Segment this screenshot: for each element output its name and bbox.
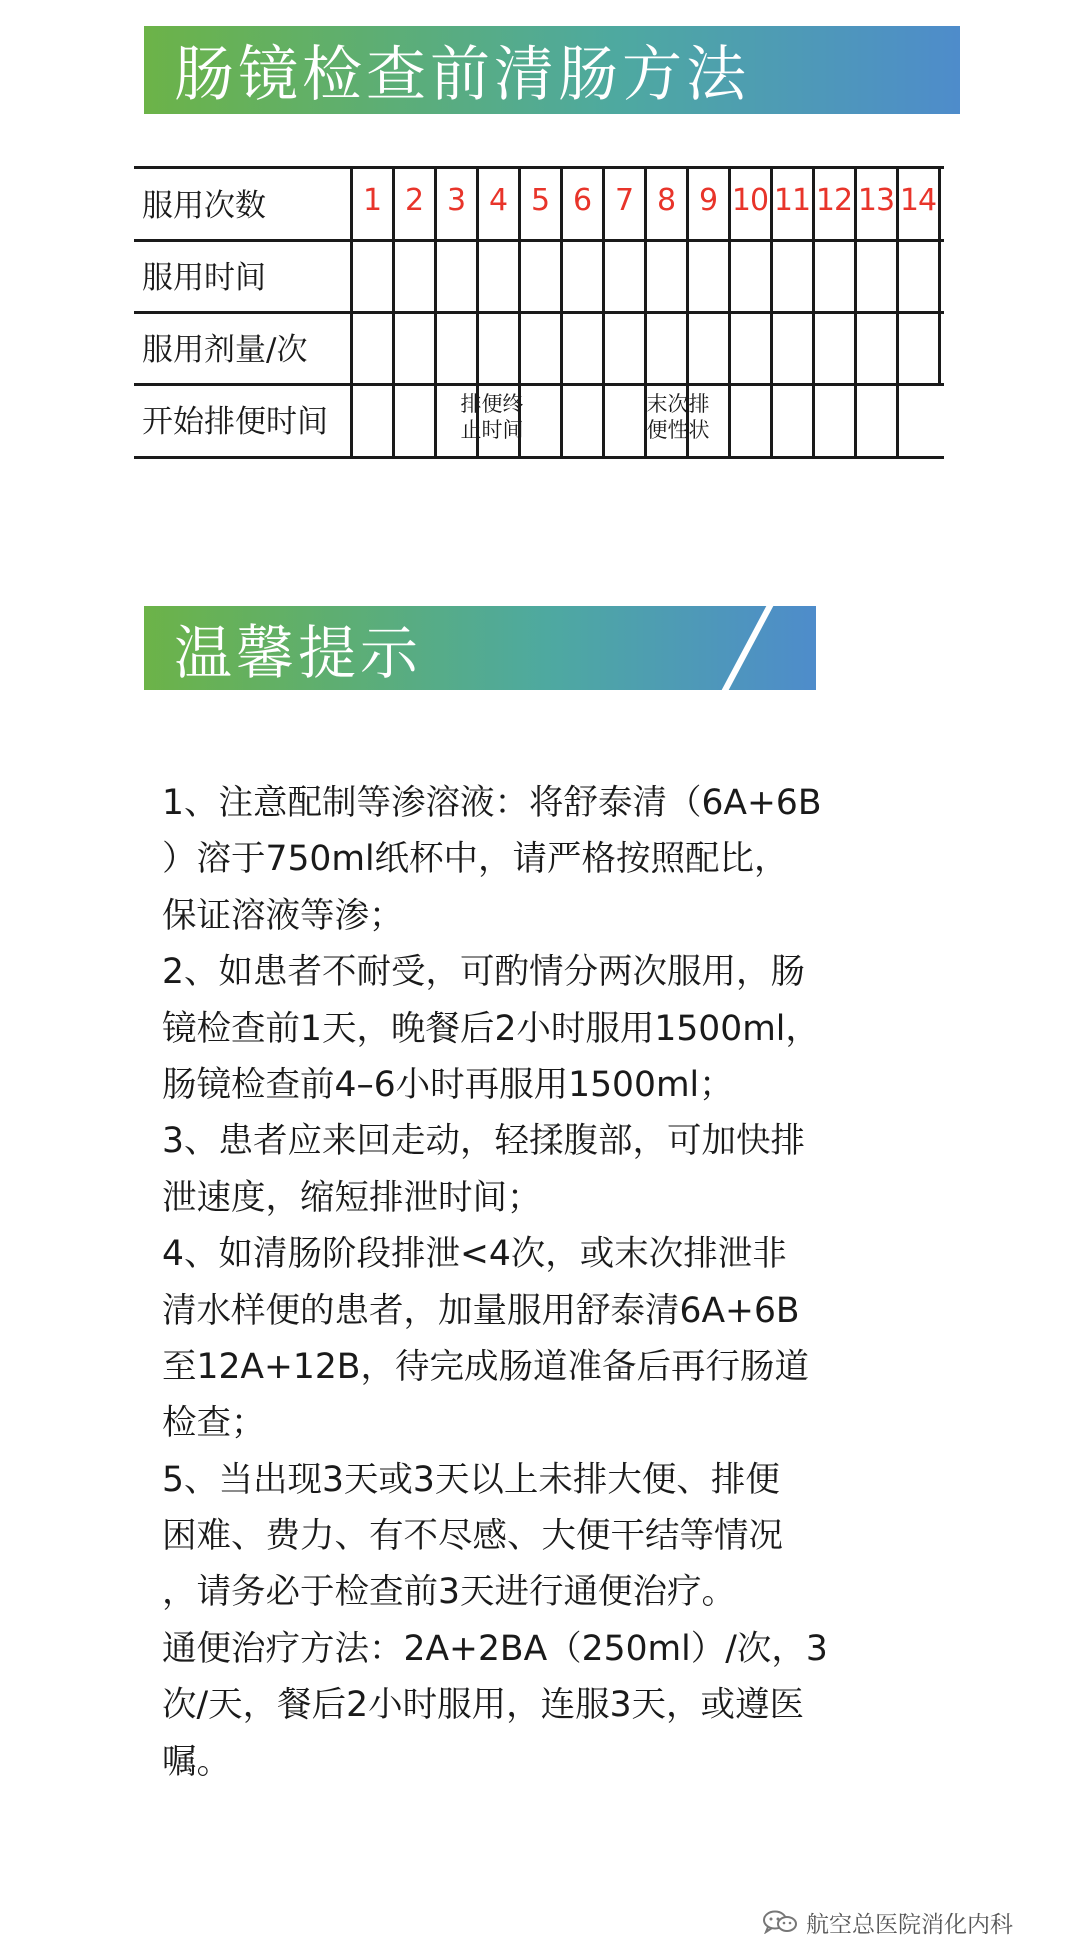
- dose-number-cell: 5: [530, 183, 550, 218]
- end-time-note-line: 止时间: [460, 418, 524, 442]
- tips-line: 困难、费力、有不尽感、大便干结等情况: [162, 1516, 783, 1557]
- tips-line: 泄速度，缩短排泄时间；: [162, 1177, 542, 1218]
- footer-attribution: [762, 1908, 1013, 1936]
- dose-number-cell: 6: [572, 183, 592, 218]
- table-row-divider: [134, 239, 944, 242]
- tips-line: 2、如患者不耐受，可酌情分两次服用，肠: [162, 952, 805, 993]
- dose-number-cell: 2: [404, 183, 424, 218]
- section-title-prep: 肠镜检查前清肠方法: [174, 40, 750, 110]
- table-row-divider: [134, 456, 944, 459]
- tips-line: 5、当出现3天或3天以上未排大便、排便: [162, 1459, 780, 1500]
- dose-number-cell: 9: [698, 183, 718, 218]
- tips-body: [162, 775, 932, 1790]
- last-stool-note: [638, 391, 718, 443]
- row-label-time: 服用时间: [142, 260, 266, 296]
- dose-number-cell: 13: [857, 183, 895, 218]
- tips-line: 3、患者应来回走动，轻揉腹部，可加快排: [162, 1121, 805, 1162]
- row-label-dose: 服用剂量/次: [142, 332, 308, 368]
- dose-number-cell: 12: [815, 183, 853, 218]
- row-label-start-time: 开始排便时间: [142, 404, 328, 440]
- tips-line: 次/天，餐后2小时服用，连服3天，或遵医: [162, 1685, 805, 1726]
- tips-line: 保证溶液等渗；: [162, 895, 404, 936]
- tips-line: ）溶于750ml纸杯中，请严格按照配比，: [162, 839, 789, 880]
- tips-line: 检查；: [162, 1403, 266, 1444]
- tips-line: 清水样便的患者，加量服用舒泰清6A+6B: [162, 1290, 800, 1331]
- tips-line: 至12A+12B，待完成肠道准备后再行肠道: [162, 1346, 809, 1387]
- last-stool-note-line: 便性状: [646, 418, 710, 442]
- end-time-note-line: 排便终: [460, 392, 524, 416]
- section-title-tips: 温馨提示: [174, 619, 423, 687]
- tips-line: 嘱。: [162, 1741, 231, 1782]
- dose-number-cell: 1: [362, 183, 382, 218]
- last-stool-note-line: 末次排: [646, 392, 710, 416]
- table-row-divider: [134, 383, 944, 386]
- dose-number-cell: 11: [773, 183, 811, 218]
- dose-number-cell: 14: [899, 183, 937, 218]
- dose-number-cell: 8: [656, 183, 676, 218]
- dose-number-cell: 4: [488, 183, 508, 218]
- dosing-schedule-table: [134, 166, 944, 459]
- section-banner-prep: [144, 26, 960, 114]
- table-row-divider: [134, 311, 944, 314]
- tips-line: 肠镜检查前4–6小时再服用1500ml；: [162, 1064, 734, 1105]
- tips-line: ，请务必于检查前3天进行通便治疗。: [162, 1572, 736, 1613]
- tips-line: 1、注意配制等渗溶液：将舒泰清（6A+6B: [162, 783, 822, 823]
- tips-line: 通便治疗方法：2A+2BA（250ml）/次，3: [162, 1628, 828, 1669]
- tips-line: 4、如清肠阶段排泄<4次，或末次排泄非: [162, 1234, 787, 1275]
- section-banner-tips: [144, 606, 816, 690]
- dose-number-cell: 7: [614, 183, 634, 218]
- footer-source-text: 航空总医院消化内科: [806, 1911, 1013, 1938]
- dose-number-cell: 10: [731, 183, 769, 218]
- tips-line: 镜检查前1天，晚餐后2小时服用1500ml，: [162, 1008, 820, 1049]
- dose-number-cell: 3: [446, 183, 466, 218]
- row-label-times: 服用次数: [142, 188, 266, 224]
- wechat-icon: [762, 1910, 798, 1934]
